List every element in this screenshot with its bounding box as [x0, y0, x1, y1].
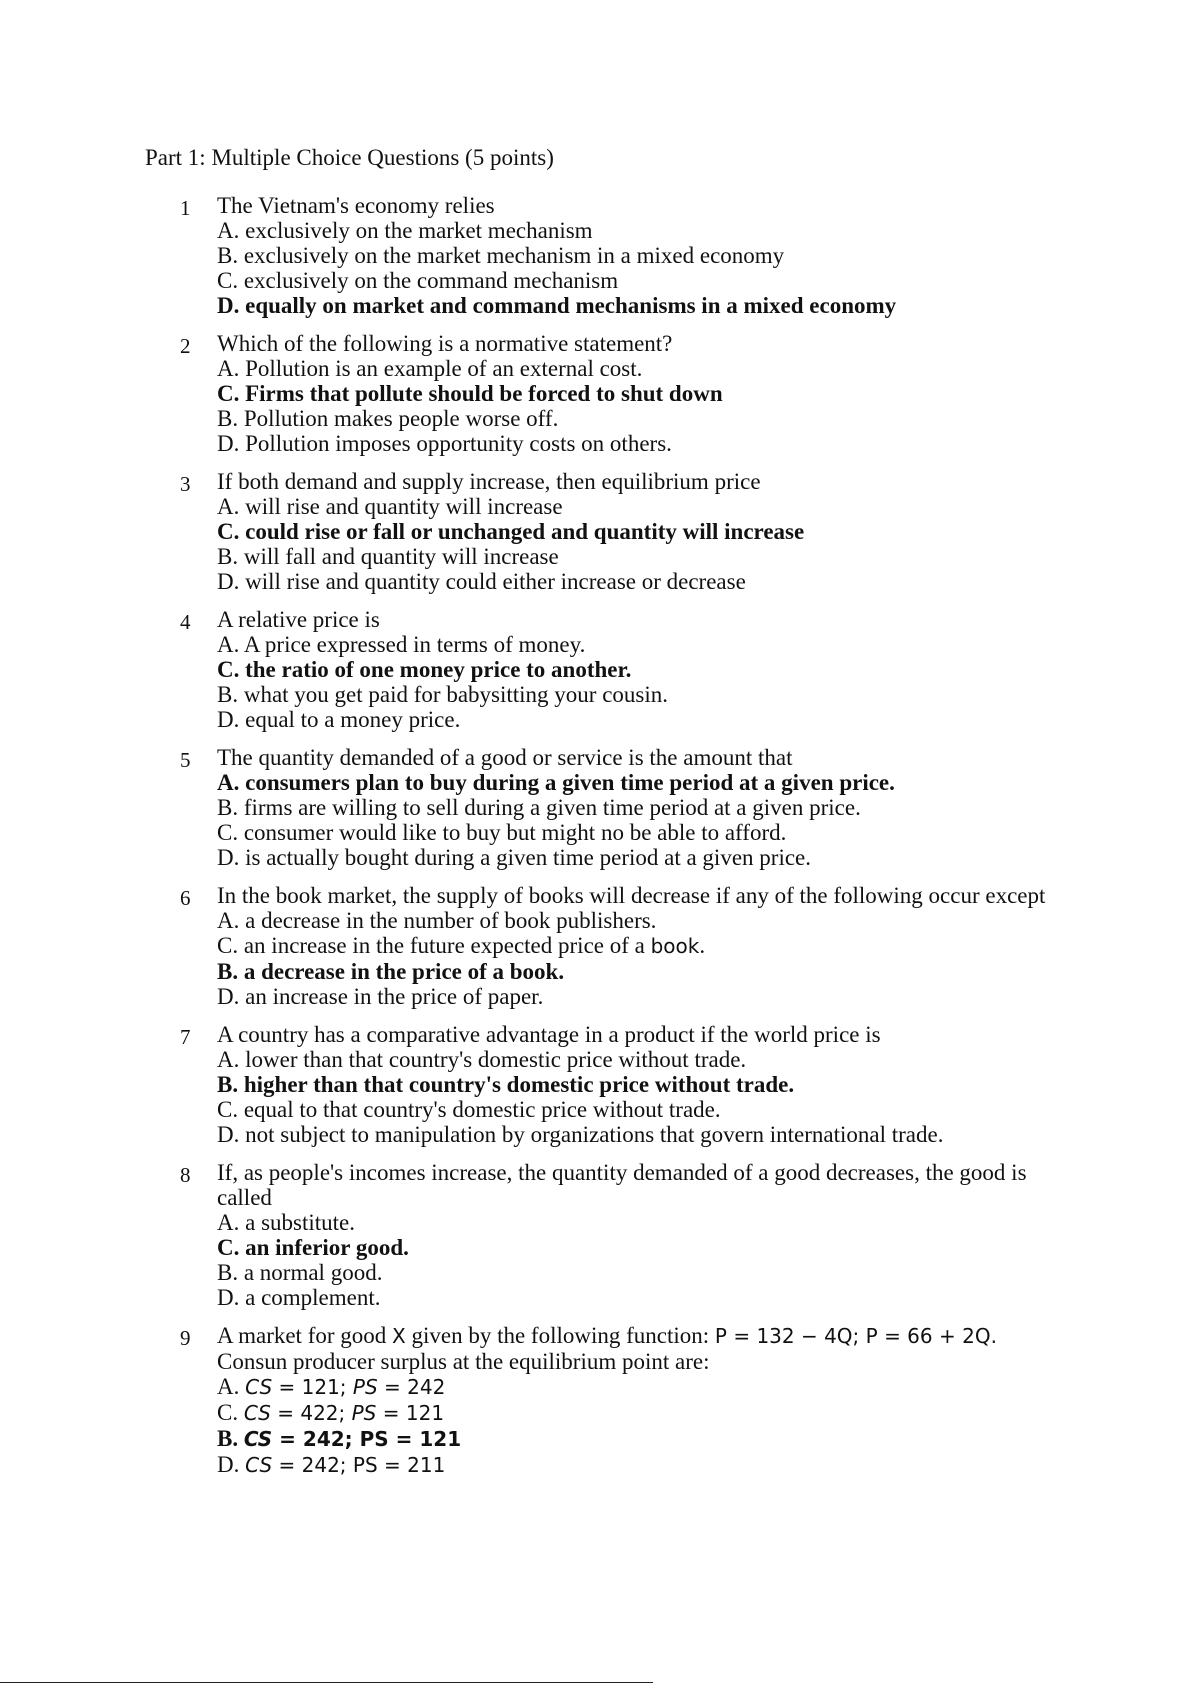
option-a [217, 1374, 1077, 1400]
question-number: 6 [180, 886, 191, 910]
question-number: 8 [180, 1163, 191, 1187]
option-b-correct: B. higher than that country's domestic price without trade. [217, 1072, 795, 1097]
cs-symbol: CS [245, 1375, 273, 1399]
option-c-text: C. an increase in the future expected price of a [217, 933, 645, 958]
option-b: B. will fall and quantity will increase [217, 544, 559, 569]
option-c-correct: C. could rise or fall or unchanged and quantity will increase [217, 519, 805, 544]
cs-symbol: CS [243, 1427, 273, 1451]
ps-value: = 121 [388, 1427, 462, 1451]
option-c-correct: C. an inferior good. [217, 1235, 409, 1260]
option-a: A. a substitute. [217, 1210, 355, 1235]
cs-value: = 242; [272, 1427, 360, 1451]
question-number: 5 [180, 748, 191, 772]
option-d [217, 1452, 1077, 1478]
question-number: 9 [180, 1326, 191, 1350]
option-a: A. Pollution is an example of an external cost. [217, 356, 643, 381]
question-stem: If both demand and supply increase, then equilibrium price [217, 469, 761, 494]
question-3 [0, 469, 1191, 594]
option-a-correct: A. consumers plan to buy during a given time period at a given price. [217, 770, 895, 795]
question-number: 4 [180, 610, 191, 634]
question-2 [0, 331, 1191, 456]
stem-middle: given by the following function: [411, 1323, 710, 1348]
option-d-correct: D. equally on market and command mechanisms in a mixed economy [217, 293, 897, 318]
option-letter: A. [217, 1374, 240, 1399]
question-number: 3 [180, 472, 191, 496]
question-stem: A relative price is [217, 607, 380, 632]
question-4 [0, 607, 1191, 732]
option-c: C. exclusively on the command mechanism [217, 268, 619, 293]
footer-rule [0, 1682, 600, 1683]
option-b: B. exclusively on the market mechanism in a mixed economy [217, 243, 785, 268]
question-stem-line-2: Consun producer surplus at the equilibrium point are: [217, 1349, 710, 1374]
ps-symbol: PS [352, 1453, 378, 1477]
option-c-correct: C. the ratio of one money price to another. [217, 657, 632, 682]
question-stem: Which of the following is a normative statement? [217, 331, 673, 356]
ps-symbol: PS [359, 1427, 389, 1451]
question-number: 2 [180, 334, 191, 358]
question-8 [0, 1160, 1191, 1310]
cs-value: = 121; [272, 1375, 353, 1399]
stem-variable: X [392, 1324, 406, 1348]
question-7 [0, 1022, 1191, 1147]
option-c: C. consumer would like to buy but might no be able to afford. [217, 820, 787, 845]
option-c-word-book: book [650, 934, 700, 958]
option-a: A. A price expressed in terms of money. [217, 632, 586, 657]
option-d: D. a complement. [217, 1285, 381, 1310]
stem-equations: P = 132 − 4Q; P = 66 + 2Q. [714, 1324, 997, 1348]
option-c-period: . [699, 933, 706, 958]
option-a: A. will rise and quantity will increase [217, 494, 563, 519]
option-b: B. Pollution makes people worse off. [217, 406, 559, 431]
question-5 [0, 745, 1191, 870]
question-stem: The Vietnam's economy relies [217, 193, 495, 218]
question-stem [217, 1323, 1077, 1349]
option-d: D. not subject to manipulation by organizations that govern international trade. [217, 1122, 944, 1147]
ps-value: = 121 [376, 1401, 445, 1425]
cs-value: = 422; [270, 1401, 352, 1425]
question-9 [0, 1323, 1191, 1478]
option-d: D. Pollution imposes opportunity costs on others. [217, 431, 672, 456]
cs-symbol: CS [243, 1401, 271, 1425]
cs-symbol: CS [245, 1453, 273, 1477]
question-stem: The quantity demanded of a good or service is the amount that [217, 745, 793, 770]
question-stem: A country has a comparative advantage in a product if the world price is [217, 1022, 881, 1047]
stem-prefix: A market for good [217, 1323, 387, 1348]
option-d: D. is actually bought during a given time period at a given price. [217, 845, 812, 870]
option-b-correct [217, 1426, 1077, 1452]
question-list [0, 193, 1191, 1491]
option-letter: C. [217, 1400, 239, 1425]
option-b: B. what you get paid for babysitting your cousin. [217, 682, 668, 707]
option-b: B. firms are willing to sell during a given time period at a given price. [217, 795, 861, 820]
ps-value: = 242 [377, 1375, 446, 1399]
option-a: A. a decrease in the number of book publishers. [217, 908, 657, 933]
option-a: A. exclusively on the market mechanism [217, 218, 593, 243]
option-c: C. equal to that country's domestic price without trade. [217, 1097, 721, 1122]
option-a: A. lower than that country's domestic price without trade. [217, 1047, 747, 1072]
option-b: B. a normal good. [217, 1260, 383, 1285]
question-1 [0, 193, 1191, 318]
ps-value: = 211 [377, 1453, 446, 1477]
question-stem: If, as people's incomes increase, the quantity demanded of a good decreases, the good is called [217, 1160, 1027, 1210]
question-number: 7 [180, 1025, 191, 1049]
option-letter: D. [217, 1452, 240, 1477]
footer-rule-segment [598, 1682, 653, 1683]
ps-symbol: PS [351, 1401, 377, 1425]
option-d: D. equal to a money price. [217, 707, 461, 732]
option-d: D. will rise and quantity could either increase or decrease [217, 569, 746, 594]
option-letter: B. [217, 1426, 239, 1451]
option-c [217, 933, 1077, 959]
ps-symbol: PS [352, 1375, 378, 1399]
part-title: Part 1: Multiple Choice Questions (5 points) [145, 145, 554, 170]
question-number: 1 [180, 196, 191, 220]
option-c-correct: C. Firms that pollute should be forced to shut down [217, 381, 723, 406]
question-6 [0, 883, 1191, 1009]
option-c [217, 1400, 1077, 1426]
question-stem: In the book market, the supply of books will decrease if any of the following occur except [217, 883, 1046, 908]
option-d: D. an increase in the price of paper. [217, 984, 544, 1009]
option-b-correct: B. a decrease in the price of a book. [217, 959, 565, 984]
cs-value: = 242; [272, 1453, 353, 1477]
